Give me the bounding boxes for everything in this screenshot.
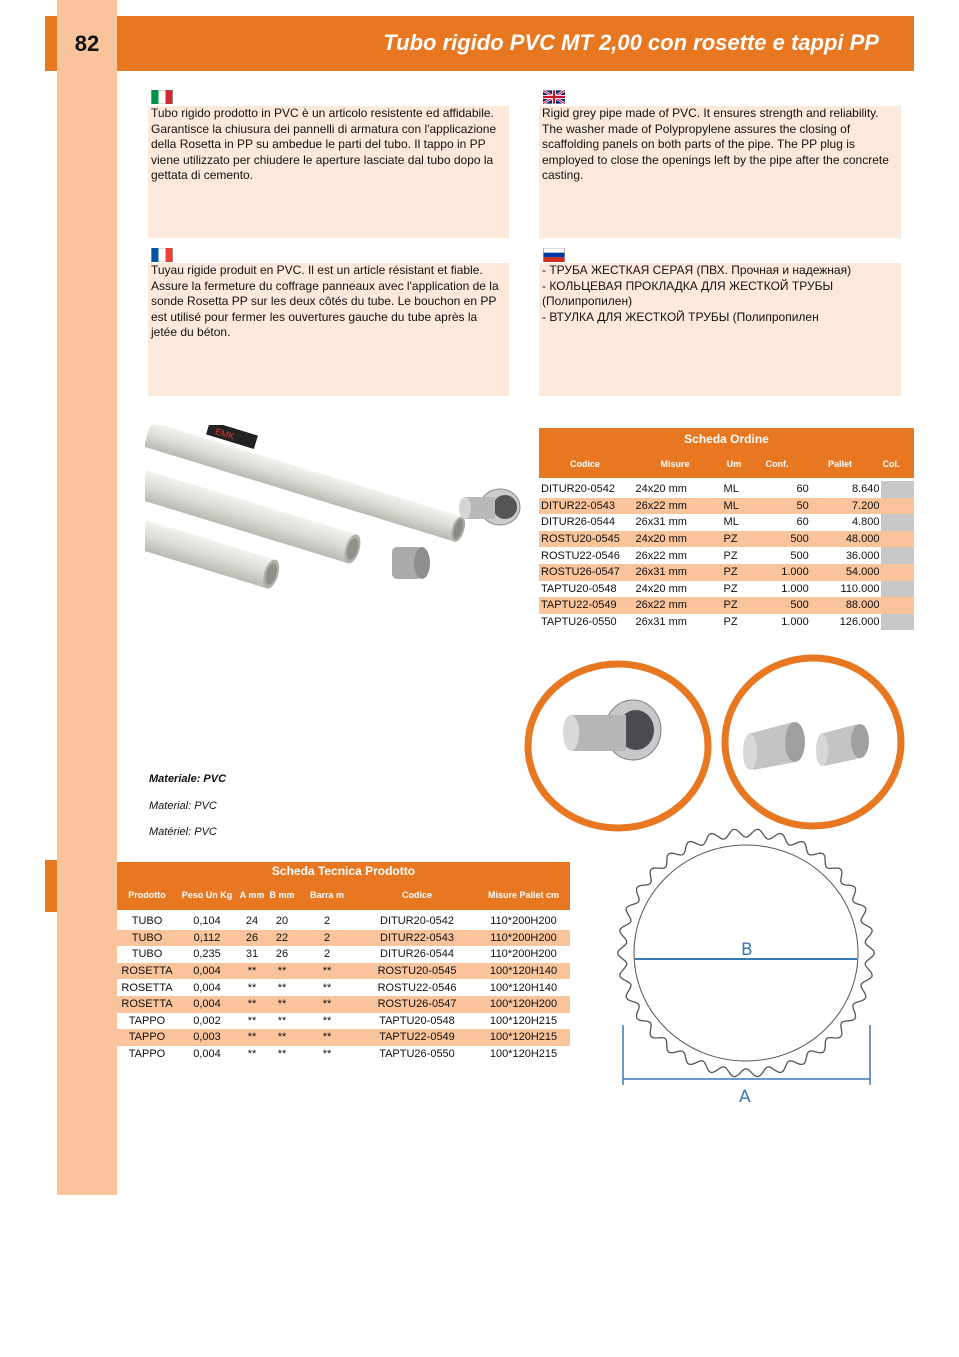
order-cell: 1.000 [754, 564, 811, 581]
order-color-cell [881, 531, 914, 548]
tech-cell: TUBO [117, 930, 177, 947]
order-cell: DITUR22-0543 [539, 498, 634, 515]
tech-col-codice: Codice [401, 890, 432, 900]
order-cell: ROSTU20-0545 [539, 531, 634, 548]
order-cell: 7.200 [811, 498, 882, 515]
tech-cell: 0,004 [193, 981, 221, 994]
order-cell: 88.000 [811, 597, 882, 614]
tech-cell: ROSETTA [121, 981, 173, 994]
dimension-b-label: B [741, 940, 753, 960]
tech-cell: TAPPO [128, 1014, 166, 1027]
order-color-cell [881, 597, 914, 614]
material-it: Materiale: PVC [149, 773, 227, 785]
tech-table-title: Scheda Tecnica Prodotto [271, 864, 416, 878]
tech-col-a: A mm [239, 890, 265, 900]
tech-cell: 20 [275, 915, 289, 928]
order-cell: PZ [722, 531, 754, 548]
order-cell: PZ [723, 616, 738, 629]
tech-cell: ** [322, 981, 332, 994]
tech-cell: ** [237, 963, 267, 980]
tech-cell: ** [267, 996, 297, 1013]
tech-cell: 2 [297, 930, 357, 947]
tech-cell: ** [237, 996, 267, 1013]
tech-cell: TAPTU20-0548 [379, 1014, 455, 1027]
order-cell: 24x20 mm [634, 531, 722, 548]
order-cell: 24x20 mm [635, 582, 687, 595]
tech-cell: 26 [237, 930, 267, 947]
tech-col-barra: Barra m [309, 890, 345, 900]
tech-cell: ROSTU26-0547 [357, 996, 477, 1013]
tech-cell: ** [322, 1048, 332, 1061]
tech-cell: ROSTU20-0545 [357, 963, 477, 980]
tech-col-pallet: Misure Pallet cm [487, 890, 560, 900]
page-title: Tubo rigido PVC MT 2,00 con rosette e tappi PP [383, 30, 879, 55]
tech-cell: ** [277, 981, 287, 994]
order-cell: ML [723, 516, 739, 529]
order-cell: 126.000 [839, 616, 880, 629]
tech-row [117, 946, 570, 963]
order-cell: 500 [754, 597, 811, 614]
order-row [539, 614, 914, 631]
tech-cell: DITUR26-0544 [380, 948, 454, 961]
order-color-cell [881, 547, 914, 564]
tech-cell: TUBO [131, 948, 163, 961]
order-cell: 60 [796, 483, 809, 496]
order-cell: ROSTU22-0546 [541, 549, 620, 562]
description-en: Rigid grey pipe made of PVC. It ensures strength and reliability. The washer made of Polypropylene assures the closing of scaffolding panels on both parts of the pipe. The PP plug is employed to close the openings left by the pipe after the concrete casting. [539, 106, 901, 238]
order-cell: DITUR26-0544 [541, 516, 615, 529]
tech-cell: ROSETTA [117, 996, 177, 1013]
order-color-cell [881, 498, 914, 515]
tech-cell: DITUR20-0542 [380, 915, 454, 928]
order-cell: 1.000 [781, 616, 809, 629]
order-cell: 26x31 mm [635, 616, 687, 629]
order-cell: 24x20 mm [635, 483, 687, 496]
tech-cell: 110*200H200 [490, 948, 557, 961]
tech-cell: ** [247, 981, 257, 994]
tech-cell: ROSTU22-0546 [377, 981, 457, 994]
italy-flag-icon [151, 90, 173, 104]
tech-table [117, 862, 570, 1062]
tech-row [117, 913, 570, 930]
rosetta-detail-image [523, 660, 713, 832]
order-row [539, 498, 914, 515]
order-row [539, 531, 914, 548]
tech-cell: 0,002 [193, 1014, 221, 1027]
tech-cell: 0,104 [193, 915, 221, 928]
tech-cell: 100*120H215 [489, 1014, 558, 1027]
order-row [539, 547, 914, 564]
order-cell: ML [723, 483, 739, 496]
order-cell: 26x22 mm [634, 498, 722, 515]
tech-cell: 22 [267, 930, 297, 947]
order-cell: 26x31 mm [634, 564, 722, 581]
tech-cell: ROSETTA [117, 963, 177, 980]
tech-cell: 31 [245, 948, 259, 961]
tech-cell: 0,003 [177, 1029, 237, 1046]
tech-cell: 110*200H200 [490, 915, 557, 928]
sidebar-strip [57, 0, 117, 1195]
tech-cell: 0,004 [177, 963, 237, 980]
description-ru: - ТРУБА ЖЕСТКАЯ СЕРАЯ (ПВХ. Прочная и надежная) - КОЛЬЦЕВАЯ ПРОКЛАДКА ДЛЯ ЖЕСТКОЙ ТРУБЫ (Полипропилен) - ВТУЛКА ДЛЯ ЖЕСТКОЙ ТРУБЫ (Полипропилен [539, 263, 901, 396]
order-col-col: Col. [882, 459, 900, 469]
order-table-title: Scheda Ordine [684, 432, 769, 446]
tech-cell: 100*120H215 [489, 1048, 558, 1061]
tech-row [117, 996, 570, 1013]
tech-table-body [117, 913, 570, 1062]
order-col-pallet: Pallet [827, 459, 852, 469]
material-fr: Matériel: PVC [149, 826, 217, 838]
tech-cell: 24 [245, 915, 259, 928]
order-cell: 26x31 mm [635, 516, 687, 529]
material-en: Material: PVC [149, 800, 217, 812]
tech-row [117, 1013, 570, 1030]
tech-row [117, 963, 570, 980]
order-cell: PZ [722, 564, 754, 581]
tech-cell: 0,004 [177, 996, 237, 1013]
tech-cell: TAPPO [117, 1029, 177, 1046]
tech-row [117, 930, 570, 947]
order-cell: ROSTU26-0547 [539, 564, 634, 581]
tech-cell: ** [297, 963, 357, 980]
tech-cell: 2 [323, 915, 331, 928]
order-row [539, 564, 914, 581]
pvc-pipes-image [145, 425, 535, 645]
description-it: Tubo rigido prodotto in PVC è un articolo resistente ed affidabile. Garantisce la chiusura dei pannelli di armatura con l'applicazione della Rosetta in PP su ambedue le parti del tubo. Il tappo in PP viene utilizzato per chiudere le aperture lasciate dal tubo dopo la gettata di cemento. [148, 106, 509, 238]
order-cell: 60 [796, 516, 809, 529]
order-cell: PZ [723, 549, 738, 562]
tech-cell: DITUR22-0543 [357, 930, 477, 947]
order-col-um: Um [726, 459, 742, 469]
order-cell: TAPTU26-0550 [541, 616, 617, 629]
tech-cell: 26 [275, 948, 289, 961]
rosetta-dimension-diagram [615, 825, 880, 1115]
tappo-detail-image [718, 652, 908, 832]
order-cell: 110.000 [840, 582, 880, 595]
tech-row [117, 979, 570, 996]
order-cell: 500 [790, 549, 809, 562]
order-color-cell [881, 514, 914, 531]
order-cell: 1.000 [781, 582, 809, 595]
tech-cell: ** [297, 1029, 357, 1046]
tech-col-prodotto: Prodotto [128, 890, 166, 900]
order-color-cell [881, 614, 914, 631]
tech-cell: TAPPO [128, 1048, 166, 1061]
order-table-header [539, 428, 914, 478]
order-row [539, 581, 914, 598]
order-row [539, 514, 914, 531]
description-fr: Tuyau rigide produit en PVC. Il est un article résistant et fiable. Assure la fermeture du coffrage panneaux avec l'application de la sonde Rosetta PP sur les deux côtés du tube. Le bouchon en PP est utilisé pour fermer les ouvertures gauche du tube après la jetée du béton. [148, 263, 509, 396]
france-flag-icon [151, 248, 173, 262]
order-cell: 500 [754, 531, 811, 548]
order-table-body [539, 481, 914, 630]
tech-col-b: B mm [269, 890, 295, 900]
order-cell: TAPTU20-0548 [541, 582, 617, 595]
tech-cell: 100*120H140 [477, 963, 570, 980]
uk-flag-icon [543, 90, 565, 104]
order-table [539, 428, 914, 630]
order-cell: 4.800 [851, 516, 880, 529]
order-cell: 48.000 [811, 531, 882, 548]
tech-cell: 100*120H200 [477, 996, 570, 1013]
tech-cell: 100*120H215 [477, 1029, 570, 1046]
page-number: 82 [57, 16, 117, 71]
order-col-codice: Codice [569, 459, 600, 469]
tech-cell: ** [297, 996, 357, 1013]
tech-table-header [117, 862, 570, 910]
tech-row [117, 1029, 570, 1046]
tech-cell: ** [322, 1014, 332, 1027]
tech-side-tab [45, 860, 57, 912]
tech-cell: ** [277, 1048, 287, 1061]
tech-cell: ** [267, 963, 297, 980]
tech-cell: TAPTU26-0550 [379, 1048, 455, 1061]
order-cell: 8.640 [851, 483, 880, 496]
order-col-misure: Misure [660, 459, 690, 469]
tech-cell: ** [267, 1029, 297, 1046]
order-cell: 26x22 mm [635, 549, 687, 562]
order-cell: ML [722, 498, 754, 515]
tech-cell: TUBO [131, 915, 163, 928]
tech-cell: ** [247, 1014, 257, 1027]
order-cell: DITUR20-0542 [541, 483, 615, 496]
dimension-a-label: A [739, 1087, 751, 1107]
order-cell: PZ [722, 597, 754, 614]
tech-cell: 2 [323, 948, 331, 961]
tech-cell: ** [247, 1048, 257, 1061]
tech-cell: 100*120H140 [489, 981, 558, 994]
order-cell: 50 [754, 498, 811, 515]
order-color-cell [881, 481, 914, 498]
tech-cell: 110*200H200 [477, 930, 570, 947]
tech-cell: ** [237, 1029, 267, 1046]
order-row [539, 481, 914, 498]
tech-row [117, 1046, 570, 1063]
order-color-cell [881, 564, 914, 581]
order-cell: TAPTU22-0549 [539, 597, 634, 614]
tech-cell: 0,004 [193, 1048, 221, 1061]
tech-cell: TAPTU22-0549 [357, 1029, 477, 1046]
order-cell: 36.000 [845, 549, 880, 562]
order-color-cell [881, 581, 914, 598]
tech-col-peso: Peso Un Kg [181, 890, 233, 900]
order-row [539, 597, 914, 614]
order-cell: PZ [723, 582, 738, 595]
order-col-conf: Conf. [765, 459, 789, 469]
tech-cell: 0,112 [177, 930, 237, 947]
order-cell: 54.000 [811, 564, 882, 581]
svg-text:EMK: EMK [213, 426, 236, 442]
order-cell: 26x22 mm [634, 597, 722, 614]
tech-cell: 0,235 [193, 948, 221, 961]
russia-flag-icon [543, 248, 565, 262]
tech-cell: ** [277, 1014, 287, 1027]
